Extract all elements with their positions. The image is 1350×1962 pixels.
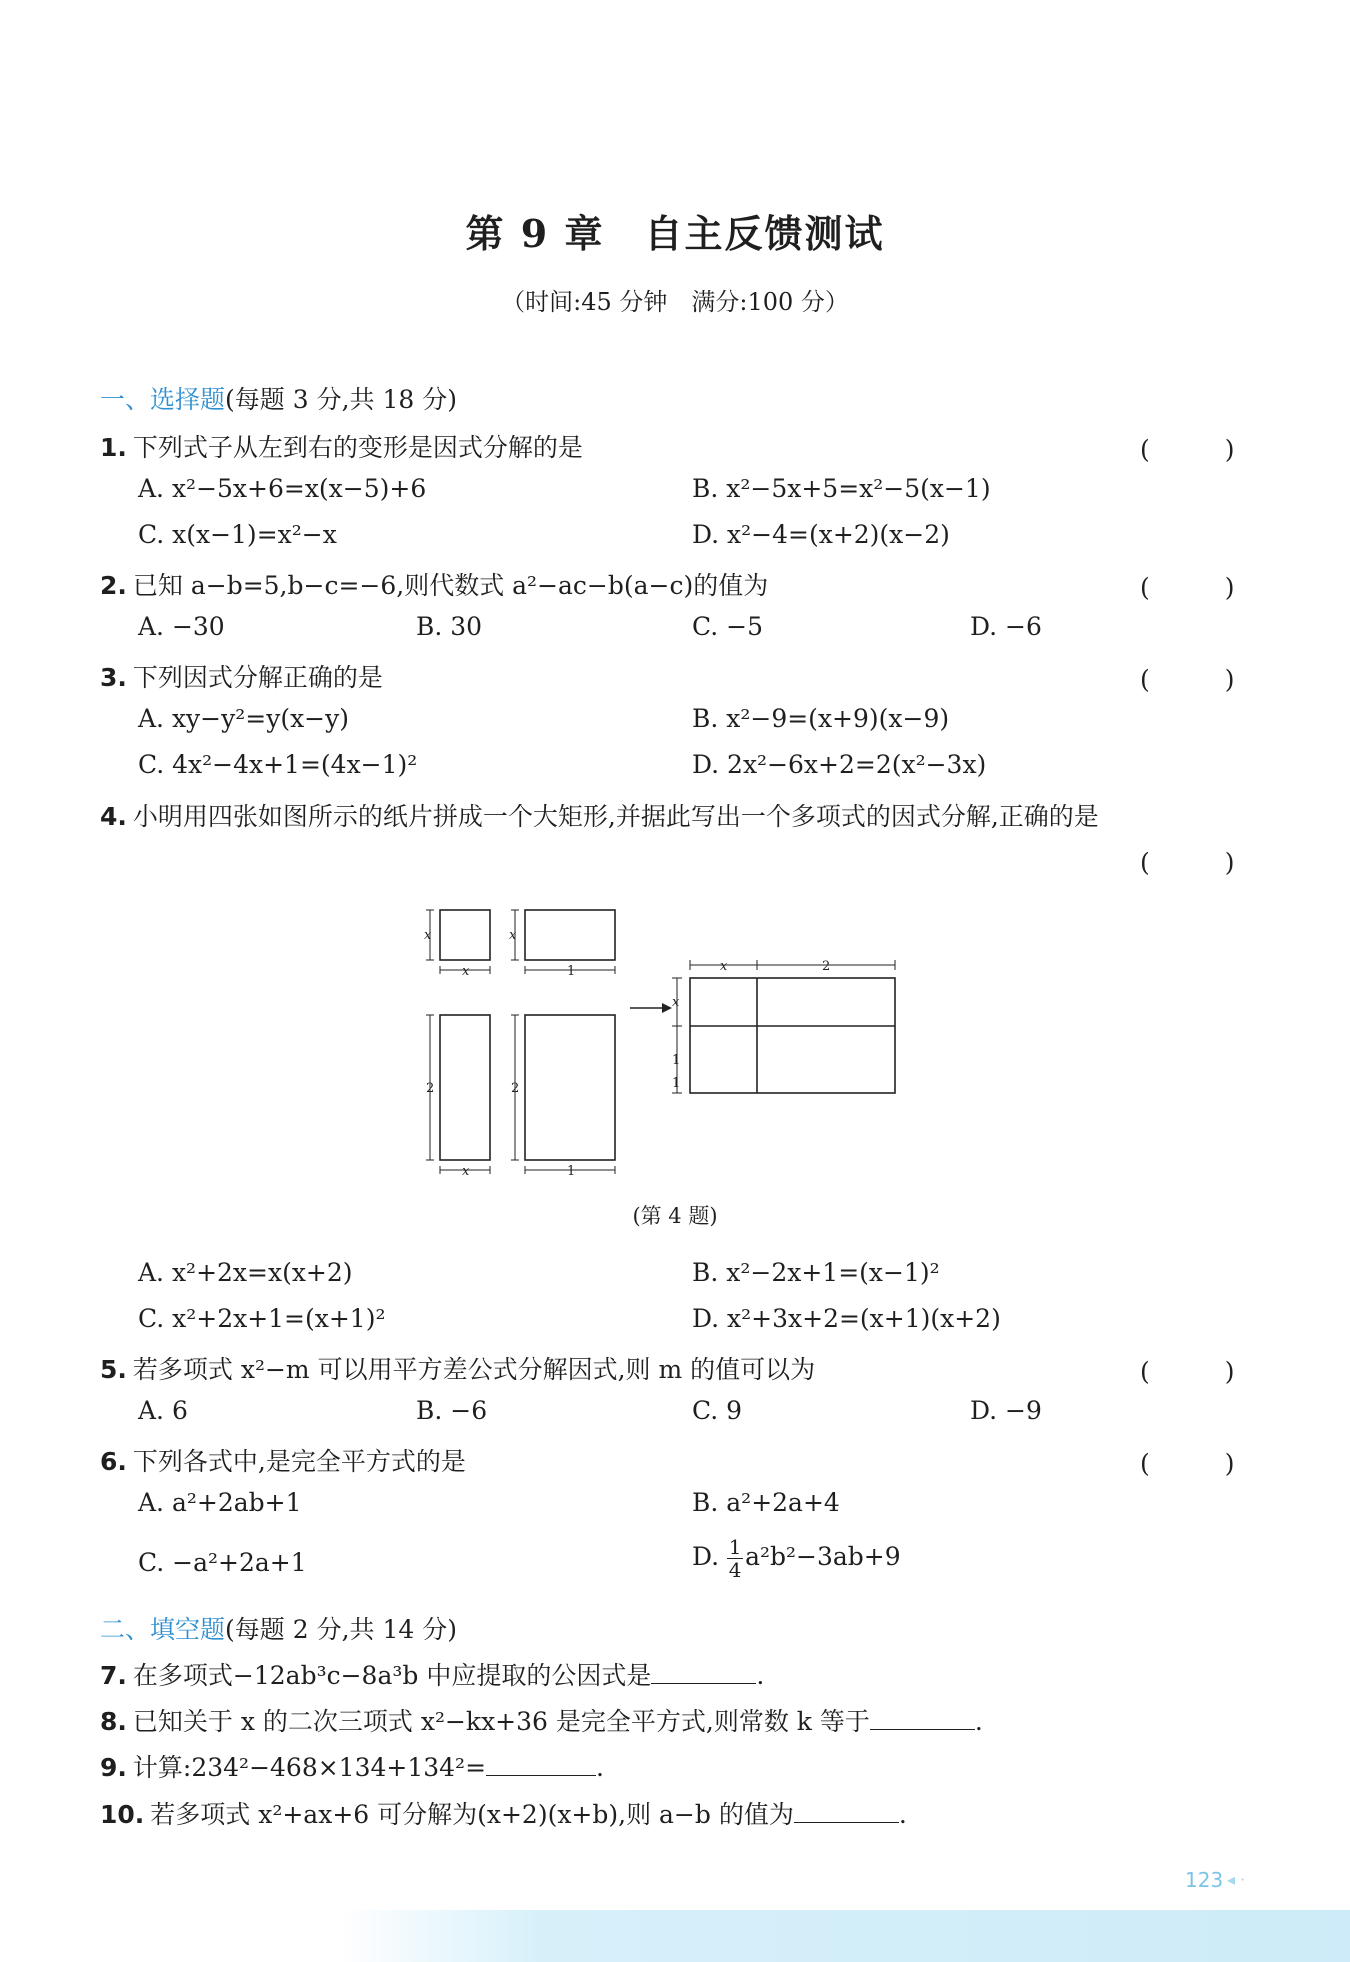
- label-x-3: x: [509, 928, 517, 943]
- q6-option-d-label: D.: [692, 1542, 720, 1571]
- q1-option-b[interactable]: B. x²−5x+5=x²−5(x−1): [692, 474, 991, 503]
- q4-option-b[interactable]: B. x²−2x+1=(x−1)²: [692, 1258, 940, 1287]
- page-number-ornament: ◂ ·: [1227, 1870, 1246, 1889]
- bottom-decoration-band: [340, 1910, 1350, 1962]
- question-10: [100, 1795, 907, 1831]
- question-2-text: 已知 a−b=5,b−c=−6,则代数式 a²−ac−b(a−c)的值为: [132, 571, 769, 600]
- q6-option-d-expression: a²b²−3ab+9: [745, 1542, 901, 1571]
- answer-paren-6[interactable]: ( ): [1140, 1449, 1235, 1478]
- q5-option-c[interactable]: C. 9: [692, 1396, 743, 1425]
- fraction-numerator: 1: [728, 1535, 742, 1559]
- answer-blank-10[interactable]: [794, 1800, 899, 1823]
- question-4: [100, 797, 1099, 833]
- label-one-1: 1: [567, 964, 576, 979]
- q6-option-b[interactable]: B. a²+2a+4: [692, 1488, 840, 1517]
- q2-option-a[interactable]: A. −30: [138, 612, 225, 641]
- question-6-text: 下列各式中,是完全平方式的是: [132, 1447, 466, 1476]
- label-x-5: x: [720, 959, 728, 974]
- question-10-number: 10.: [100, 1800, 145, 1829]
- section-fill-heading: [100, 1610, 457, 1646]
- question-9-text: 计算:234²−468×134+134²=: [132, 1753, 487, 1782]
- q1-option-d[interactable]: D. x²−4=(x+2)(x−2): [692, 520, 950, 549]
- question-1: [100, 428, 583, 464]
- q6-option-c[interactable]: C. −a²+2a+1: [138, 1548, 307, 1577]
- q1-option-c[interactable]: C. x(x−1)=x²−x: [138, 520, 337, 549]
- page-title: 第 9 章 自主反馈测试: [465, 211, 885, 256]
- question-6: [100, 1442, 466, 1478]
- q5-option-b[interactable]: B. −6: [416, 1396, 488, 1425]
- label-one-3: 1: [672, 1053, 681, 1068]
- answer-paren-2[interactable]: ( ): [1140, 573, 1235, 602]
- question-3: [100, 658, 383, 694]
- question-7-end: .: [756, 1661, 765, 1690]
- label-two-1: 2: [426, 1081, 435, 1096]
- q2-option-d[interactable]: D. −6: [970, 612, 1042, 641]
- question-2-number: 2.: [100, 571, 127, 600]
- q4-figure: [400, 890, 920, 1180]
- question-8-number: 8.: [100, 1707, 127, 1736]
- question-1-number: 1.: [100, 433, 127, 462]
- q5-option-a[interactable]: A. 6: [138, 1396, 188, 1425]
- figure-caption: (第 4 题): [632, 1204, 718, 1228]
- combined-rectangle: [690, 978, 895, 1093]
- label-x-2: x: [462, 964, 470, 979]
- question-6-number: 6.: [100, 1447, 127, 1476]
- label-two-2: 2: [511, 1081, 520, 1096]
- question-5: [100, 1350, 815, 1386]
- answer-blank-9[interactable]: [486, 1753, 596, 1776]
- label-two-3: 2: [822, 959, 831, 974]
- label-x-6: x: [672, 995, 680, 1010]
- question-7-text: 在多项式−12ab³c−8a³b 中应提取的公因式是: [132, 1661, 652, 1690]
- tile-square-x: [440, 910, 490, 960]
- page-number: 123: [1185, 1868, 1224, 1892]
- answer-paren-1[interactable]: ( ): [1140, 435, 1235, 464]
- q1-option-a[interactable]: A. x²−5x+6=x(x−5)+6: [138, 474, 427, 503]
- question-4-text: 小明用四张如图所示的纸片拼成一个大矩形,并据此写出一个多项式的因式分解,正确的是: [132, 802, 1099, 831]
- tile-rect-x-by-2: [440, 1015, 490, 1160]
- question-5-text: 若多项式 x²−m 可以用平方差公式分解因式,则 m 的值可以为: [132, 1355, 816, 1384]
- arrow-icon: [662, 1003, 672, 1013]
- q2-option-c[interactable]: C. −5: [692, 612, 763, 641]
- question-8-end: .: [974, 1707, 983, 1736]
- answer-blank-8[interactable]: [870, 1707, 975, 1730]
- question-8: [100, 1702, 983, 1738]
- q6-option-a[interactable]: A. a²+2ab+1: [138, 1488, 302, 1517]
- q3-option-b[interactable]: B. x²−9=(x+9)(x−9): [692, 704, 950, 733]
- section-choice-heading: [100, 380, 457, 416]
- question-2: [100, 566, 768, 602]
- answer-blank-7[interactable]: [651, 1661, 756, 1684]
- label-x-4: x: [462, 1164, 470, 1179]
- q3-option-c[interactable]: C. 4x²−4x+1=(4x−1)²: [138, 750, 418, 779]
- q6-option-d[interactable]: [692, 1536, 901, 1581]
- answer-paren-4[interactable]: ( ): [1140, 848, 1235, 877]
- question-9-end: .: [596, 1753, 604, 1782]
- section-choice-note: (每题 3 分,共 18 分): [225, 385, 457, 414]
- question-3-text: 下列因式分解正确的是: [132, 663, 383, 692]
- question-1-text: 下列式子从左到右的变形是因式分解的是: [132, 433, 583, 462]
- question-7: [100, 1656, 764, 1692]
- label-x-1: x: [424, 928, 432, 943]
- tile-rect-1-by-2: [525, 1015, 615, 1160]
- question-3-number: 3.: [100, 663, 127, 692]
- question-8-text: 已知关于 x 的二次三项式 x²−kx+36 是完全平方式,则常数 k 等于: [132, 1707, 870, 1736]
- question-5-number: 5.: [100, 1355, 127, 1384]
- test-info: （时间:45 分钟 满分:100 分）: [501, 288, 849, 316]
- q6-option-d-fraction: [727, 1536, 743, 1581]
- section-choice-title: 一、选择题: [100, 385, 226, 414]
- fraction-denominator: 4: [728, 1558, 742, 1582]
- q4-option-c[interactable]: C. x²+2x+1=(x+1)²: [138, 1304, 386, 1333]
- label-one-4: 1: [672, 1076, 681, 1091]
- question-7-number: 7.: [100, 1661, 127, 1690]
- q5-option-d[interactable]: D. −9: [970, 1396, 1042, 1425]
- answer-paren-5[interactable]: ( ): [1140, 1357, 1235, 1386]
- question-9: [100, 1748, 604, 1784]
- section-fill-note: (每题 2 分,共 14 分): [225, 1615, 457, 1644]
- q4-option-d[interactable]: D. x²+3x+2=(x+1)(x+2): [692, 1304, 1001, 1333]
- q4-option-a[interactable]: A. x²+2x=x(x+2): [138, 1258, 353, 1287]
- question-10-end: .: [898, 1800, 907, 1829]
- q2-option-b[interactable]: B. 30: [416, 612, 483, 641]
- answer-paren-3[interactable]: ( ): [1140, 665, 1235, 694]
- question-4-number: 4.: [100, 802, 127, 831]
- question-9-number: 9.: [100, 1753, 127, 1782]
- label-one-2: 1: [567, 1164, 576, 1179]
- q3-option-a[interactable]: A. xy−y²=y(x−y): [138, 704, 350, 733]
- question-10-text: 若多项式 x²+ax+6 可分解为(x+2)(x+b),则 a−b 的值为: [150, 1800, 794, 1829]
- tile-rect-x-by-1: [525, 910, 615, 960]
- q3-option-d[interactable]: D. 2x²−6x+2=2(x²−3x): [692, 750, 987, 779]
- section-fill-title: 二、填空题: [100, 1615, 226, 1644]
